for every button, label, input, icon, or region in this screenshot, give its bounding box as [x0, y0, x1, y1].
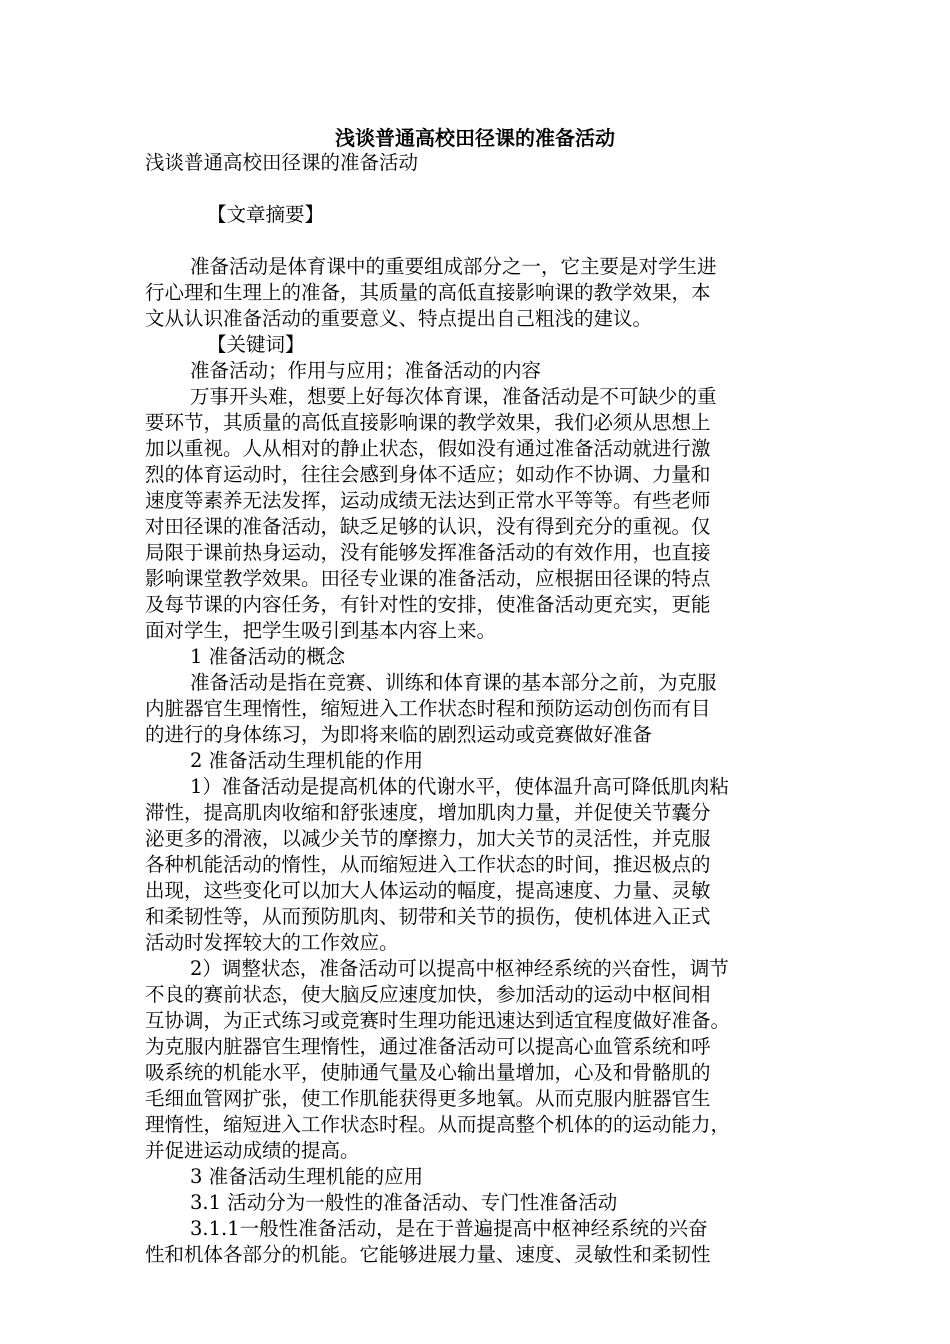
text-line: 滞性，提高肌肉收缩和舒张速度，增加肌肉力量，并促使关节囊分: [145, 801, 711, 824]
text-line: 为克服内脏器官生理惰性，通过准备活动可以提高心血管系统和呼: [145, 1035, 711, 1058]
document-body: [145, 150, 805, 1268]
text-line: 互协调，为正式练习或竞赛时生理功能迅速达到适宜程度做好准备。: [145, 1009, 731, 1032]
text-line: 准备活动；作用与应用；准备活动的内容: [190, 359, 542, 382]
text-line: 烈的体育运动时，往往会感到身体不适应；如动作不协调、力量和: [145, 463, 711, 486]
text-line: 内脏器官生理惰性，缩短进入工作状态时程和预防运动创伤而有目: [145, 697, 711, 720]
text-line: 加以重视。人从相对的静止状态，假如没有通过准备活动就进行激: [145, 437, 711, 460]
text-line: 【文章摘要】: [207, 203, 325, 226]
text-line: 3 准备活动生理机能的应用: [190, 1165, 424, 1188]
text-line: 行心理和生理上的准备，其质量的高低直接影响课的教学效果，本: [145, 281, 711, 304]
text-line: 及每节课的内容任务，有针对性的安排，使准备活动更充实，更能: [145, 593, 711, 616]
text-line: 吸系统的机能水平，使肺通气量及心输出量增加，心及和骨骼肌的: [145, 1061, 711, 1084]
text-line: 和柔韧性等，从而预防肌肉、韧带和关节的损伤，使机体进入正式: [145, 905, 711, 928]
text-line: 2 准备活动生理机能的作用: [190, 749, 424, 772]
text-line: 准备活动是体育课中的重要组成部分之一，它主要是对学生进: [190, 255, 717, 278]
text-line: 1 准备活动的概念: [190, 645, 346, 668]
text-line: 对田径课的准备活动，缺乏足够的认识，没有得到充分的重视。仅: [145, 515, 711, 538]
text-line: 2）调整状态，准备活动可以提高中枢神经系统的兴奋性，调节: [190, 957, 729, 980]
text-line: 3.1 活动分为一般性的准备活动、专门性准备活动: [190, 1191, 618, 1214]
text-line: 出现，这些变化可以加大人体运动的幅度，提高速度、力量、灵敏: [145, 879, 711, 902]
text-line: 3.1.1一般性准备活动，是在于普遍提高中枢神经系统的兴奋: [190, 1217, 708, 1240]
text-line: 泌更多的滑液，以减少关节的摩擦力，加大关节的灵活性，并克服: [145, 827, 711, 850]
text-line: 要环节，其质量的高低直接影响课的教学效果，我们必须从思想上: [145, 411, 711, 434]
text-line: 毛细血管网扩张，使工作肌能获得更多地氧。从而克服内脏器官生: [145, 1087, 711, 1110]
text-line: 不良的赛前状态，使大脑反应速度加快，参加活动的运动中枢间相: [145, 983, 711, 1006]
text-line: 理惰性，缩短进入工作状态时程。从而提高整个机体的的运动能力，: [145, 1113, 731, 1136]
text-line: 局限于课前热身运动，没有能够发挥准备活动的有效作用，也直接: [145, 541, 711, 564]
text-line: 速度等素养无法发挥，运动成绩无法达到正常水平等等。有些老师: [145, 489, 711, 512]
text-line: 的进行的身体练习，为即将来临的剧烈运动或竞赛做好准备: [145, 723, 653, 746]
document-title: 浅谈普通高校田径课的准备活动: [335, 126, 615, 150]
text-line: 浅谈普通高校田径课的准备活动: [145, 151, 419, 174]
text-line: 性和机体各部分的机能。它能够进展力量、速度、灵敏性和柔韧性: [145, 1243, 711, 1266]
text-line: 准备活动是指在竞赛、训练和体育课的基本部分之前，为克服: [190, 671, 717, 694]
text-line: 文从认识准备活动的重要意义、特点提出自己粗浅的建议。: [145, 307, 653, 330]
text-line: 并促进运动成绩的提高。: [145, 1139, 360, 1162]
text-line: 面对学生，把学生吸引到基本内容上来。: [145, 619, 497, 642]
blank-line: [145, 176, 805, 202]
text-line: 1）准备活动是提高机体的代谢水平，使体温升高可降低肌肉粘: [190, 775, 729, 798]
text-line: 万事开头难，想要上好每次体育课，准备活动是不可缺少的重: [190, 385, 717, 408]
text-line: 各种机能活动的惰性，从而缩短进入工作状态的时间，推迟极点的: [145, 853, 711, 876]
text-line: 影响课堂教学效果。田径专业课的准备活动，应根据田径课的特点: [145, 567, 711, 590]
text-line: 活动时发挥较大的工作效应。: [145, 931, 399, 954]
text-line: 【关键词】: [207, 333, 305, 356]
blank-line: [145, 228, 805, 254]
